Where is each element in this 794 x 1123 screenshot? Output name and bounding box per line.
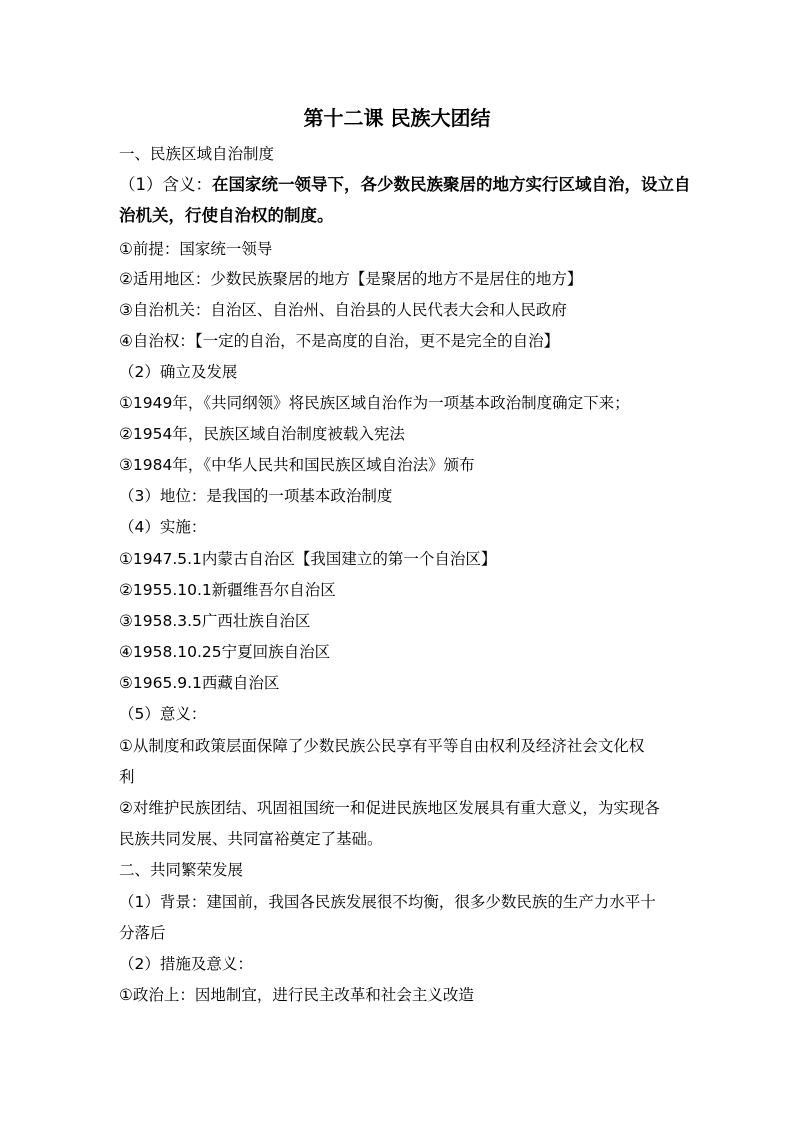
list-item: ⑤1965.9.1西藏自治区 [119,674,280,692]
list-item: ③1984年，《中华人民共和国民族区域自治法》颁布 [119,456,475,474]
list-item: ②1955.10.1新疆维吾尔自治区 [119,581,336,599]
subsection-heading: （4）实施： [119,518,207,536]
subsection-heading: （2）措施及意义： [119,955,253,973]
list-item: ②1954年，民族区域自治制度被载入宪法 [119,425,405,443]
definition-text-continued: 治机关，行使自治权的制度。 [119,206,334,225]
section-heading: 二、共同繁荣发展 [119,861,244,879]
background-line: （1）背景：建国前，我国各民族发展很不均衡，很多少数民族的生产力水平十 [119,893,656,911]
subsection-heading: （2）确立及发展 [119,363,238,381]
list-item: ②适用地区：少数民族聚居的地方【是聚居的地方不是居住的地方】 [119,270,583,288]
list-item: ③1958.3.5广西壮族自治区 [119,612,311,630]
list-item: ①政治上：因地制宜，进行民主改革和社会主义改造 [119,986,474,1004]
list-item: ③自治机关：自治区、自治州、自治县的人民代表大会和人民政府 [119,301,567,319]
list-item-continued: 利 [119,768,135,786]
subsection-heading: （5）意义： [119,705,207,723]
definition-line [119,174,691,196]
definition-text: 在国家统一领导下，各少数民族聚居的地方实行区域自治，设立自 [212,175,691,194]
background-line-continued: 分落后 [119,924,166,942]
section-heading: 一、民族区域自治制度 [119,145,275,163]
list-item-continued: 民族共同发展、共同富裕奠定了基础。 [119,830,383,848]
list-item: ①前提：国家统一领导 [119,240,273,258]
list-item: ②对维护民族团结、巩固祖国统一和促进民族地区发展具有重大意义，为实现各 [119,799,660,817]
list-item: ④1958.10.25宁夏回族自治区 [119,643,331,661]
definition-label: （1）含义： [119,175,212,194]
page-title: 第十二课 民族大团结 [303,106,491,130]
list-item: ①从制度和政策层面保障了少数民族公民享有平等自由权利及经济社会文化权 [119,737,645,755]
list-item: ④自治权：【一定的自治，不是高度的自治，更不是完全的自治】 [119,332,560,350]
status-line: （3）地位：是我国的一项基本政治制度 [119,487,393,505]
list-item: ①1949年，《共同纲领》将民族区域自治作为一项基本政治制度确定下来； [119,394,630,412]
list-item: ①1947.5.1内蒙古自治区【我国建立的第一个自治区】 [119,550,497,568]
